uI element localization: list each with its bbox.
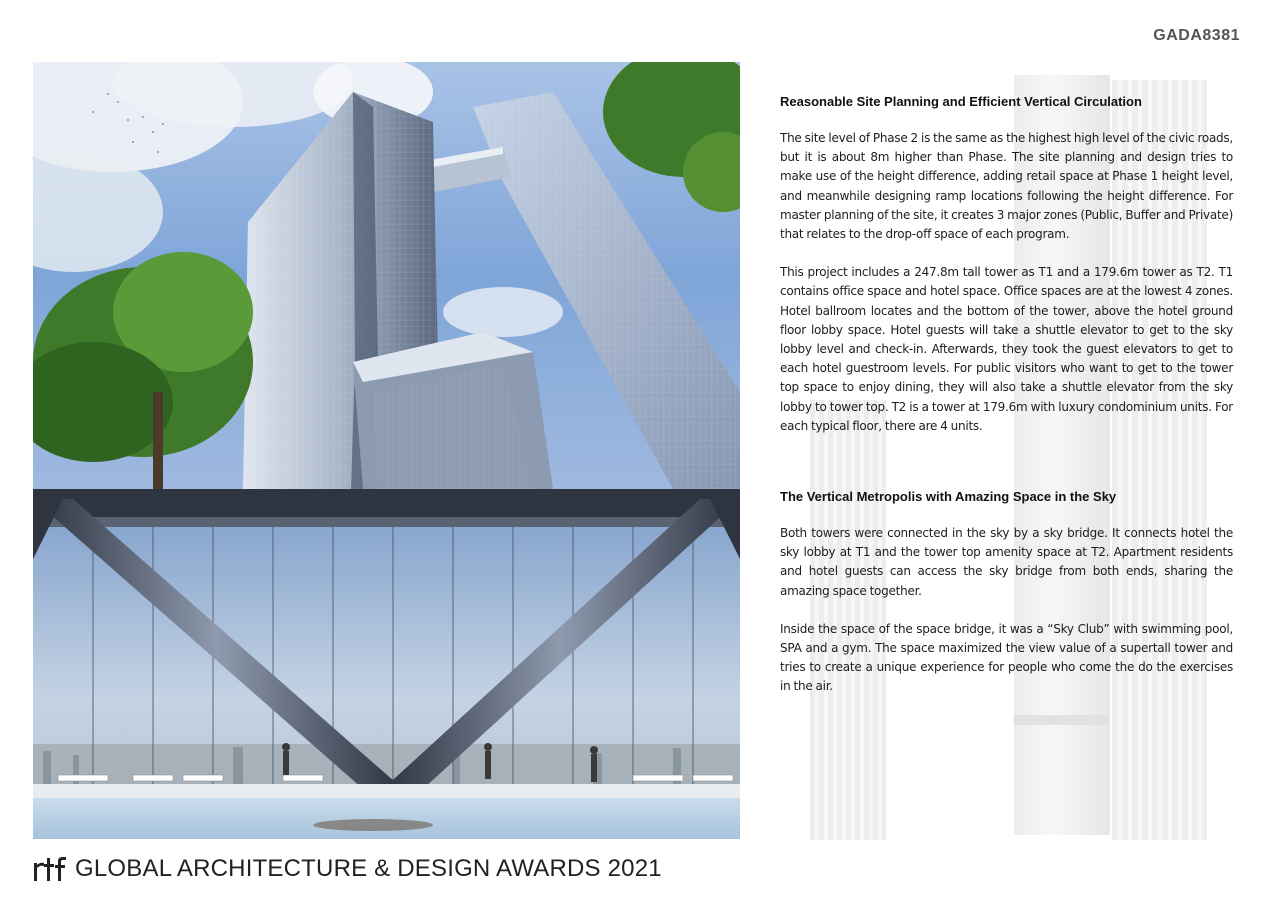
section2-paragraph-1: Both towers were connected in the sky by a sky bridge. It connects hotel the sky lobby at T1 and the tower top amenity space at T2. Apartment residents and hotel guests can access the sky bridge from both ends, sharing the amazing space together. (780, 526, 1233, 598)
sky-club-pool-rendering (33, 489, 740, 839)
section-vertical-metropolis (780, 488, 1233, 716)
award-title: GLOBAL ARCHITECTURE & DESIGN AWARDS 2021 (75, 855, 662, 882)
section1-paragraph-2: This project includes a 247.8m tall tower as T1 and a 179.6m tower as T2. T1 contains office space and hotel space. Office spaces are at the lowest 4 zones. Hotel ballroom locates and the bottom of the tower, above the hotel ground floor lobby space. Hotel guests will take a shuttle elevator to get to the sky lobby level and check-in. Afterwards, they took the guest elevators to get to each hotel guestroom levels. For public visitors who want to get to the tower top space to enjoy dining, they will also take a shuttle elevator from the sky lobby to tower top. T2 is a tower at 179.6m with luxury condominium units. For each typical floor, there are 4 units. (780, 265, 1233, 433)
section1-paragraph-1: The site level of Phase 2 is the same as the highest high level of the civic roads, but it is about 8m higher than Phase. The site planning and design tries to make use of the height difference, adding retail space at Phase 1 height level, and meanwhile designing ramp locations following the height difference. For master planning of the site, it creates 3 major zones (Public, Buffer and Private) that relates to the drop-off space of each program. (780, 131, 1233, 242)
section-site-planning (780, 93, 1233, 455)
section2-heading: The Vertical Metropolis with Amazing Space in the Sky (780, 489, 1117, 504)
entry-id: GADA8381 (1153, 27, 1240, 44)
section2-paragraph-2: Inside the space of the space bridge, it was a “Sky Club” with swimming pool, SPA and a gym. The space maximized the view value of a supertall tower and tries to create a unique experience for people who come the do the exercises in the air. (780, 621, 1233, 694)
section1-heading: Reasonable Site Planning and Efficient Vertical Circulation (780, 94, 1142, 109)
tower-exterior-rendering (33, 62, 740, 489)
background-tower-band (1014, 715, 1109, 725)
rtf-logo-icon (33, 855, 67, 883)
footer (33, 853, 662, 885)
